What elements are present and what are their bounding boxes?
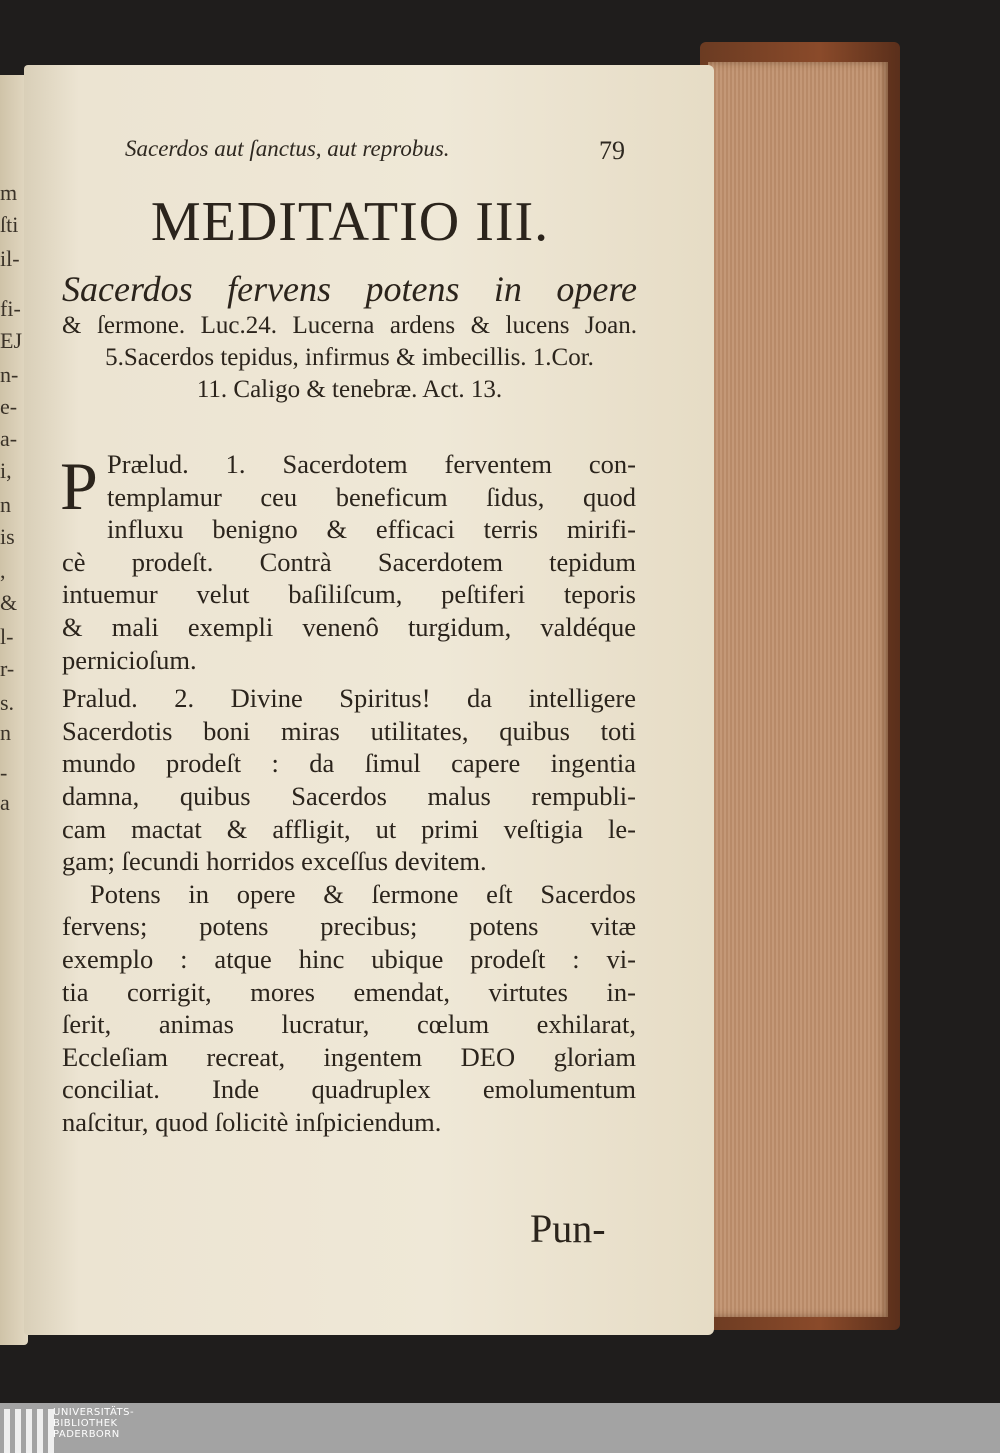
left-page-fragment: a: [0, 790, 10, 815]
subtitle-line: Sacerdos fervens potens in opere: [62, 269, 637, 309]
left-page-fragment: e-: [0, 394, 18, 419]
left-page-fragment: n: [0, 720, 11, 745]
subtitle-line: & ſermone. Luc.24. Lucerna ardens & lucens Joan.: [62, 312, 637, 339]
logo-line: PADERBORN: [53, 1429, 120, 1440]
text-line: templamur ceu beneficum ſidus, quod: [107, 481, 636, 512]
left-page-fragment: a-: [0, 426, 18, 451]
library-logo-text: [53, 1407, 134, 1440]
text-line: Sacerdotis boni miras utilitates, quibus toti: [62, 715, 636, 746]
body-text: [62, 448, 636, 1138]
left-page-fragment: i,: [0, 458, 12, 483]
left-page-fragment: ,: [0, 558, 6, 583]
left-page-fragment: fi-: [0, 296, 21, 321]
left-page-fragment: EJ: [0, 328, 22, 353]
left-page-fragment: n: [0, 492, 11, 517]
text-line: Pralud. 2. Divine Spiritus! da intelligere: [62, 683, 636, 714]
library-footer: [0, 1403, 1000, 1453]
catchword: Pun-: [530, 1206, 606, 1251]
left-page-fragment: n-: [0, 362, 19, 387]
drop-cap: P: [60, 448, 98, 524]
text-line: fervens; potens precibus; potens vitæ: [62, 911, 636, 942]
left-page-fragment: m: [0, 180, 18, 205]
logo-line: BIBLIOTHEK: [53, 1418, 118, 1429]
left-page-fragment: r-: [0, 656, 15, 681]
subtitle-line: 11. Caligo & tenebræ. Act. 13.: [196, 376, 503, 403]
left-page-fragment: is: [0, 524, 15, 549]
text-line: intuemur velut baſiliſcum, peſtiferi teporis: [62, 579, 636, 610]
text-line: mundo prodeſt : da ſimul capere ingentia: [62, 748, 636, 779]
logo-line: UNIVERSITÄTS-: [53, 1407, 135, 1418]
text-line: exemplo : atque hinc ubique prodeſt : vi-: [62, 943, 636, 974]
text-line: naſcitur, quod ſolicitè inſpiciendum.: [62, 1106, 442, 1137]
library-logo-icon: [4, 1409, 54, 1453]
left-page-fragment: &: [0, 590, 18, 615]
left-page-fragment: s.: [0, 690, 15, 715]
text-line: tia corrigit, mores emendat, virtutes in-: [62, 976, 636, 1007]
running-head-text: Sacerdos aut ſanctus, aut reprobus.: [125, 136, 450, 161]
text-line: Prælud. 1. Sacerdotem ferventem con-: [107, 449, 636, 479]
page-block-edge: [708, 62, 888, 1317]
text-line: pernicioſum.: [62, 644, 197, 675]
text-line: ſerit, animas lucratur, cœlum exhilarat,: [62, 1009, 636, 1040]
text-line: gam; ſecundi horridos exceſſus devitem.: [62, 846, 487, 877]
left-page-fragment: ſti: [0, 212, 19, 237]
text-line: & mali exempli venenô turgidum, valdéque: [62, 611, 636, 642]
text-line: Eccleſiam recreat, ingentem DEO gloriam: [62, 1041, 636, 1072]
subtitle-line: 5.Sacerdos tepidus, infirmus & imbecillis. 1.Cor.: [105, 344, 594, 371]
running-head: [125, 136, 625, 165]
left-page-fragment: -: [0, 760, 8, 785]
text-line: conciliat. Inde quadruplex emolumentum: [62, 1074, 636, 1105]
text-line: damna, quibus Sacerdos malus rempubli-: [62, 780, 636, 811]
page-number: 79: [599, 136, 625, 165]
chapter-title: MEDITATIO III.: [150, 191, 550, 253]
text-line: cam mactat & affligit, ut primi veſtigia le-: [62, 813, 636, 844]
left-page-fragment: l-: [0, 624, 14, 649]
left-page-fragment: il-: [0, 246, 20, 271]
text-line: cè prodeſt. Contrà Sacerdotem tepidum: [62, 546, 636, 577]
text-line: influxu benigno & efficaci terris mirifi-: [107, 514, 636, 545]
text-line: Potens in opere & ſermone eſt Sacerdos: [90, 878, 636, 909]
